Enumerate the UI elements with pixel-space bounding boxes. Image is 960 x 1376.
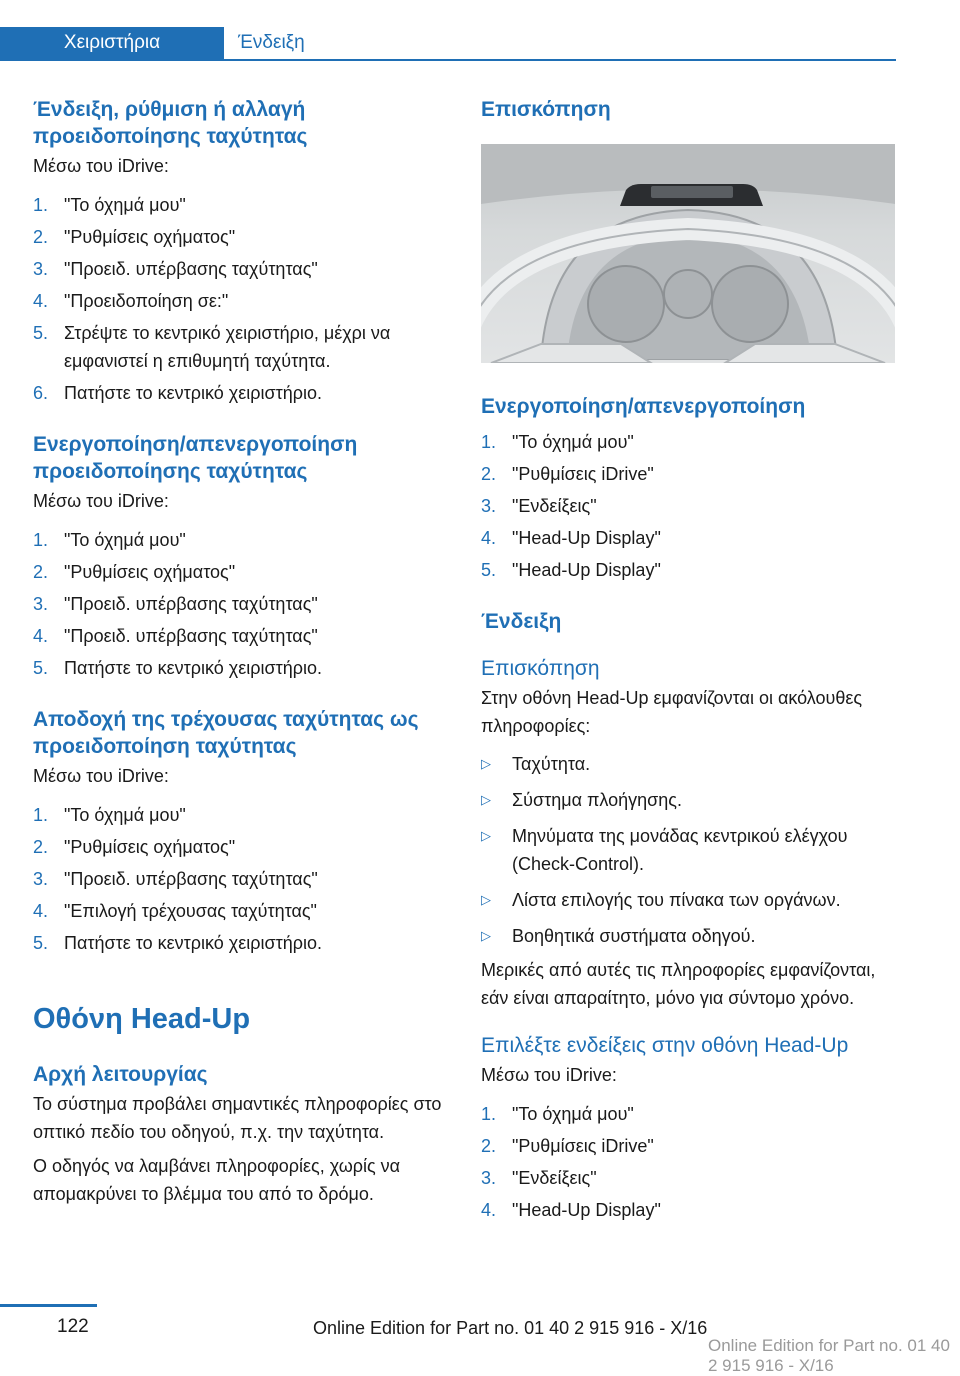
subsection-title: Επιλέξτε ενδείξεις στην οθόνη Head-Up	[481, 1034, 849, 1057]
list-item: 4. "Επιλογή τρέχουσας ταχύτητας"	[33, 901, 317, 921]
list-item: 6. Πατήστε το κεντρικό χειριστήριο.	[33, 383, 322, 403]
section-title: Ενεργοποίηση/απενεργοποίηση προειδοποίησης ταχύτητας	[33, 433, 358, 483]
list-item: 4. "Προειδοποίηση σε:"	[33, 291, 229, 311]
list-item: 5. Στρέψτε το κεντρικό χειριστήριο, μέχρι να εμφανιστεί η επιθυμητή ταχύτητα.	[33, 323, 391, 371]
intro-text: Μέσω του iDrive:	[481, 1065, 617, 1085]
list-item: 2. "Ρυθμίσεις iDrive"	[481, 464, 654, 484]
watermark: Online Edition for Part no. 01 40 2 915 916 - X/16	[708, 1336, 950, 1375]
page-number: 122	[57, 1316, 89, 1337]
intro-text: Μέσω του iDrive:	[33, 156, 169, 176]
intro-text: Στην οθόνη Head-Up εμφανίζονται οι ακόλουθες πληροφορίες:	[481, 688, 863, 736]
intro-text: Μέσω του iDrive:	[33, 766, 169, 786]
body-paragraph: Το σύστημα προβάλει σημαντικές πληροφορίες στο οπτικό πεδίο του οδηγού, π.χ. την ταχύτητα.	[33, 1094, 442, 1142]
section-title: Αρχή λειτουργίας	[33, 1063, 208, 1086]
tab-display[interactable]: Ένδειξη	[238, 32, 305, 53]
list-item: 2. "Ρυθμίσεις οχήματος"	[33, 837, 236, 857]
list-item: 1. "Το όχημά μου"	[481, 432, 634, 452]
triangle-bullet-icon: ▷	[481, 828, 491, 843]
section-title: Ένδειξη, ρύθμιση ή αλλαγή προειδοποίησης ταχύτητας	[33, 98, 308, 148]
list-item: 3. "Προειδ. υπέρβασης ταχύτητας"	[33, 259, 318, 279]
list-item: 3. "Προειδ. υπέρβασης ταχύτητας"	[33, 869, 318, 889]
triangle-bullet-icon: ▷	[481, 792, 491, 807]
info-list	[481, 750, 899, 950]
list-item: ▷ Μηνύματα της μονάδας κεντρικού ελέγχου (Check-Control).	[481, 822, 899, 878]
section-title: Ενεργοποίηση/απενεργοποίηση	[481, 395, 806, 418]
head-up-display-photo	[481, 144, 895, 363]
list-item: 1. "Το όχημά μου"	[33, 195, 186, 215]
header-rule	[0, 59, 896, 61]
section-title: Αποδοχή της τρέχουσας ταχύτητας ως προειδοποίηση ταχύτητας	[33, 708, 419, 758]
triangle-bullet-icon: ▷	[481, 928, 491, 943]
list-item: 1. "Το όχημά μου"	[33, 805, 186, 825]
chapter-title: Οθόνη Head-Up	[33, 1003, 251, 1035]
edition-note: Online Edition for Part no. 01 40 2 915 916 - X/16	[313, 1318, 708, 1338]
subsection-title: Επισκόπηση	[481, 657, 600, 680]
steps-list	[481, 428, 899, 584]
intro-text: Μέσω του iDrive:	[33, 491, 169, 511]
list-item: 5. Πατήστε το κεντρικό χειριστήριο.	[33, 658, 322, 678]
section-title: Επισκόπηση	[481, 98, 611, 121]
footer-rule	[0, 1304, 97, 1307]
list-item: 5. "Head-Up Display"	[481, 560, 661, 580]
tab-controls[interactable]: Χειριστήρια	[0, 27, 224, 59]
section-title: Ένδειξη	[481, 610, 562, 633]
list-item: 2. "Ρυθμίσεις iDrive"	[481, 1136, 654, 1156]
list-item: 1. "Το όχημά μου"	[481, 1104, 634, 1124]
body-paragraph: Ο οδηγός να λαμβάνει πληροφορίες, χωρίς να απομακρύνει το βλέμμα του από το δρόμο.	[33, 1156, 401, 1204]
right-column	[481, 96, 899, 1224]
list-item: 1. "Το όχημά μου"	[33, 530, 186, 550]
list-item: ▷ Βοηθητικά συστήματα οδηγού.	[481, 922, 899, 950]
triangle-bullet-icon: ▷	[481, 756, 491, 771]
list-item: 4. "Head-Up Display"	[481, 528, 661, 548]
list-item: 3. "Ενδείξεις"	[481, 1168, 597, 1188]
list-item: ▷ Λίστα επιλογής του πίνακα των οργάνων.	[481, 886, 899, 914]
steps-list	[481, 1100, 899, 1224]
list-item: 2. "Ρυθμίσεις οχήματος"	[33, 562, 236, 582]
list-item: 4. "Προειδ. υπέρβασης ταχύτητας"	[33, 626, 318, 646]
list-item: 3. "Προειδ. υπέρβασης ταχύτητας"	[33, 594, 318, 614]
list-item: ▷ Σύστημα πλοήγησης.	[481, 786, 899, 814]
list-item: ▷ Ταχύτητα.	[481, 750, 899, 778]
section-tabs	[0, 27, 896, 59]
list-item: 5. Πατήστε το κεντρικό χειριστήριο.	[33, 933, 322, 953]
left-column	[33, 96, 451, 1208]
list-item: 3. "Ενδείξεις"	[481, 496, 597, 516]
body-paragraph: Μερικές από αυτές τις πληροφορίες εμφανίζονται, εάν είναι απαραίτητο, μόνο για σύντομο χρόνο.	[481, 960, 876, 1008]
steps-list	[33, 191, 451, 407]
list-item: 2. "Ρυθμίσεις οχήματος"	[33, 227, 236, 247]
list-item: 4. "Head-Up Display"	[481, 1200, 661, 1220]
steps-list	[33, 526, 451, 682]
steps-list	[33, 801, 451, 957]
dashboard-illustration	[481, 144, 895, 363]
triangle-bullet-icon: ▷	[481, 892, 491, 907]
